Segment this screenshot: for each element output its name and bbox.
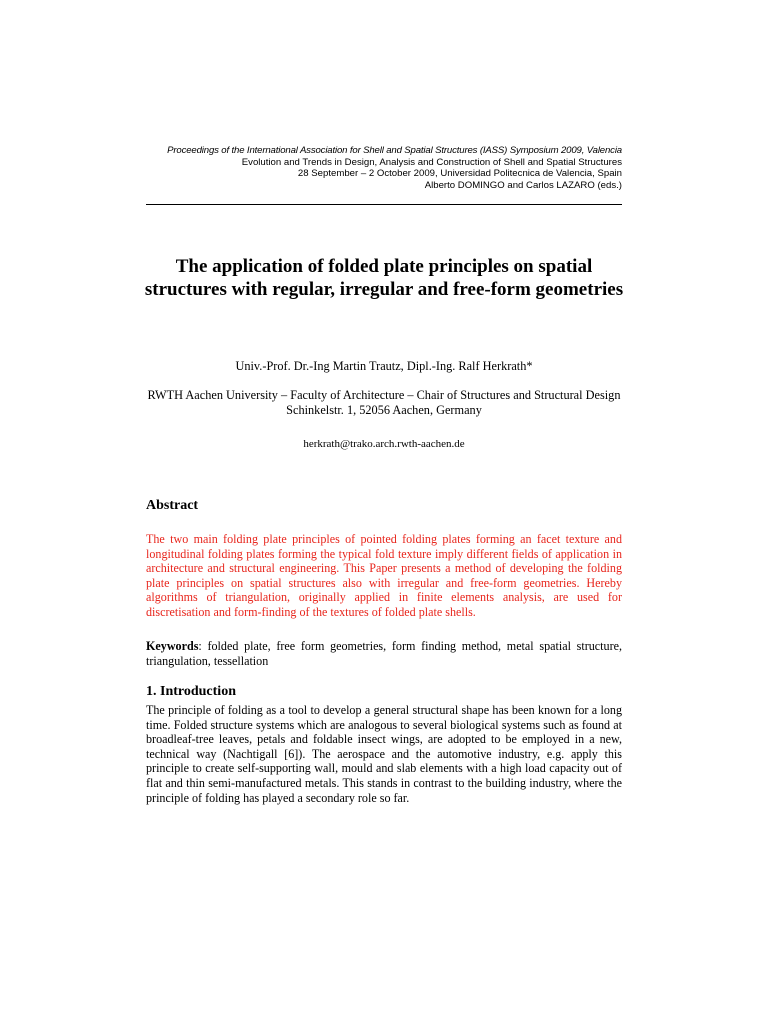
keywords-label: Keywords bbox=[146, 639, 199, 653]
abstract-text: The two main folding plate principles of pointed folding plates forming an facet texture and longitudinal folding plates forming the typical fold texture imply different fields of application in architecture and structural engineering. This Paper presents a method of developing the folding plate principles on spatial structures also with irregular and free-form geometries. Hereby algorithms of triangulation, originally applied in finite elements analysis, are used for discretisation and form-finding of the textures of folded plate shells. bbox=[146, 532, 622, 619]
keywords bbox=[146, 639, 622, 669]
affiliation-address: Schinkelstr. 1, 52056 Aachen, Germany bbox=[286, 403, 482, 417]
header-line-4: Alberto DOMINGO and Carlos LAZARO (eds.) bbox=[424, 179, 622, 191]
affiliation bbox=[146, 388, 622, 418]
header-line-3: 28 September – 2 October 2009, Universidad Politecnica de Valencia, Spain bbox=[297, 168, 622, 180]
author-email: herkrath@trako.arch.rwth-aachen.de bbox=[303, 438, 465, 450]
header-line-2: Evolution and Trends in Design, Analysis and Construction of Shell and Spatial Structures bbox=[241, 156, 622, 168]
header-line-1: Proceedings of the International Association for Shell and Spatial Structures (IASS) Symposium 2009, Valencia bbox=[167, 145, 622, 156]
affiliation-institution: RWTH Aachen University – Faculty of Architecture – Chair of Structures and Structural Design bbox=[147, 388, 621, 402]
section-heading-introduction: 1. Introduction bbox=[146, 684, 236, 699]
paper-title: The application of folded plate principles on spatial structures with regular, irregular and free-form geometries bbox=[144, 256, 624, 300]
header-divider bbox=[146, 204, 622, 205]
keywords-text: : folded plate, free form geometries, form finding method, metal spatial structure, triangulation, tessellation bbox=[146, 639, 622, 668]
proceedings-header bbox=[146, 145, 622, 191]
author-list: Univ.-Prof. Dr.-Ing Martin Trautz, Dipl.-Ing. Ralf Herkrath* bbox=[235, 359, 533, 373]
abstract-heading: Abstract bbox=[146, 498, 199, 513]
introduction-text: The principle of folding as a tool to develop a general structural shape has been known for a long time. Folded structure systems which are analogous to several biological systems such as found at broadleaf-tree leaves, petals and foldable insect wings, are adopted to be employed in a new, technical way (Nachtigall [6]). The aerospace and the automotive industry, e.g. apply this principle to create self-supporting wall, mould and slab elements with a high load capacity out of flat and thin semi-manufactured metals. This stands in contrast to the building industry, where the principle of folding has played a secondary role so far. bbox=[146, 703, 622, 805]
